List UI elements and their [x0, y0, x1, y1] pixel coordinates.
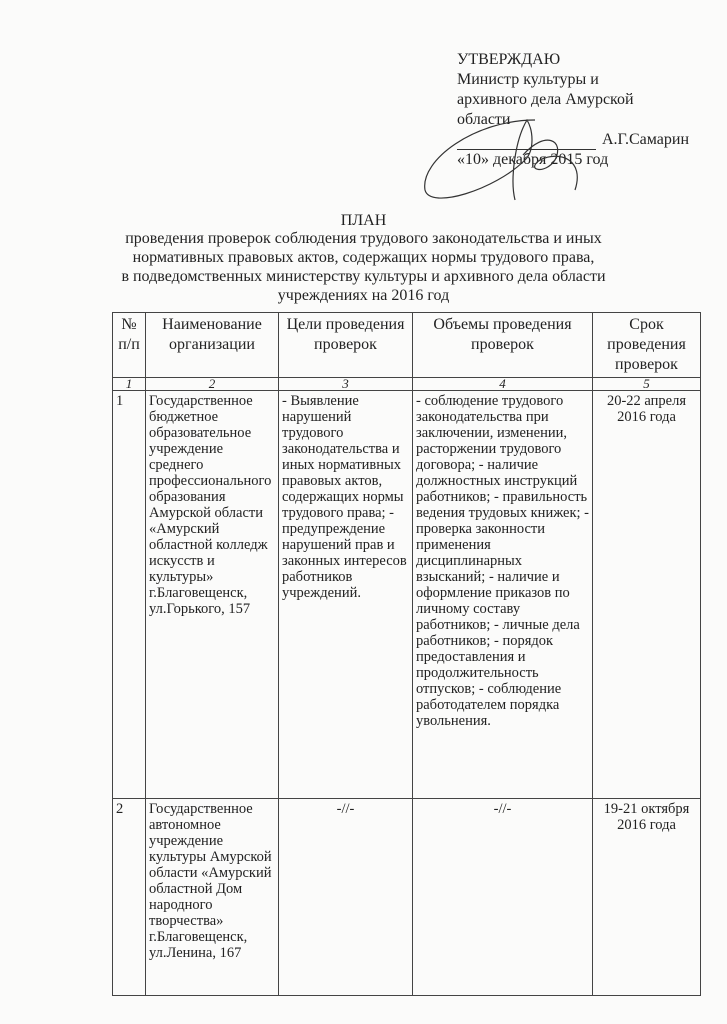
- plan-table: [112, 312, 701, 996]
- header-num: № п/п: [113, 313, 146, 378]
- plan-heading: ПЛАН: [340, 212, 387, 229]
- signer-name: А.Г.Самарин: [601, 131, 689, 148]
- row-num: 2: [113, 799, 146, 996]
- approval-date: «10» декабря 2015 год: [457, 151, 609, 168]
- header-term: Срок проведения проверок: [593, 313, 701, 378]
- plan-subtitle: учреждениях на 2016 год: [277, 287, 450, 304]
- plan-subtitle: проведения проверок соблюдения трудового законодательства и иных: [125, 230, 602, 247]
- column-number-row: [113, 378, 701, 391]
- approval-heading: УТВЕРЖДАЮ: [457, 51, 561, 68]
- row-org: Государственное автономное учреждение культуры Амурской области «Амурский областной Дом народного творчества» г.Благовещенск, ул.Ленина, 167: [146, 799, 279, 996]
- approval-position: архивного дела Амурской: [457, 91, 634, 108]
- table-row: [113, 391, 701, 799]
- handwritten-signature: [415, 100, 595, 210]
- approval-position: области: [457, 111, 511, 128]
- header-scope: Объемы проведения проверок: [413, 313, 593, 378]
- row-num: 1: [113, 391, 146, 799]
- row-goals: - Выявление нарушений трудового законодательства и иных нормативных правовых актов, содержащих нормы трудового права; - предупреждение нарушений прав и законных интересов работников учреждений.: [279, 391, 413, 799]
- header-org: Наименование организации: [146, 313, 279, 378]
- plan-subtitle: нормативных правовых актов, содержащих нормы трудового права,: [132, 249, 595, 266]
- row-term: 20-22 апреля 2016 года: [593, 391, 701, 799]
- table-header-row: [113, 313, 701, 378]
- row-scope: - соблюдение трудового законодательства при заключении, изменении, расторжении трудового договора; - наличие должностных инструкций работников; - правильность ведения трудовых книжек; - проверка законности применения дисциплинарных взысканий; - наличие и оформление приказов по личному составу работников; - личные дела работников; - порядок предоставления и продолжительность отпусков; - соблюдение работодателем порядка увольнения.: [413, 391, 593, 799]
- column-number: 5: [593, 378, 701, 391]
- column-number: 1: [113, 378, 146, 391]
- row-scope: -//-: [413, 799, 593, 996]
- column-number: 4: [413, 378, 593, 391]
- column-number: 2: [146, 378, 279, 391]
- row-goals: -//-: [279, 799, 413, 996]
- row-term: 19-21 октября 2016 года: [593, 799, 701, 996]
- table-row: [113, 799, 701, 996]
- header-goals: Цели проведения проверок: [279, 313, 413, 378]
- approval-position: Министр культуры и: [457, 71, 599, 88]
- plan-subtitle: в подведомственных министерству культуры и архивного дела области: [121, 268, 606, 285]
- column-number: 3: [279, 378, 413, 391]
- row-org: Государственное бюджетное образовательное учреждение среднего профессионального образования Амурской области «Амурский областной колледж искусств и культуры» г.Благовещенск, ул.Горького, 157: [146, 391, 279, 799]
